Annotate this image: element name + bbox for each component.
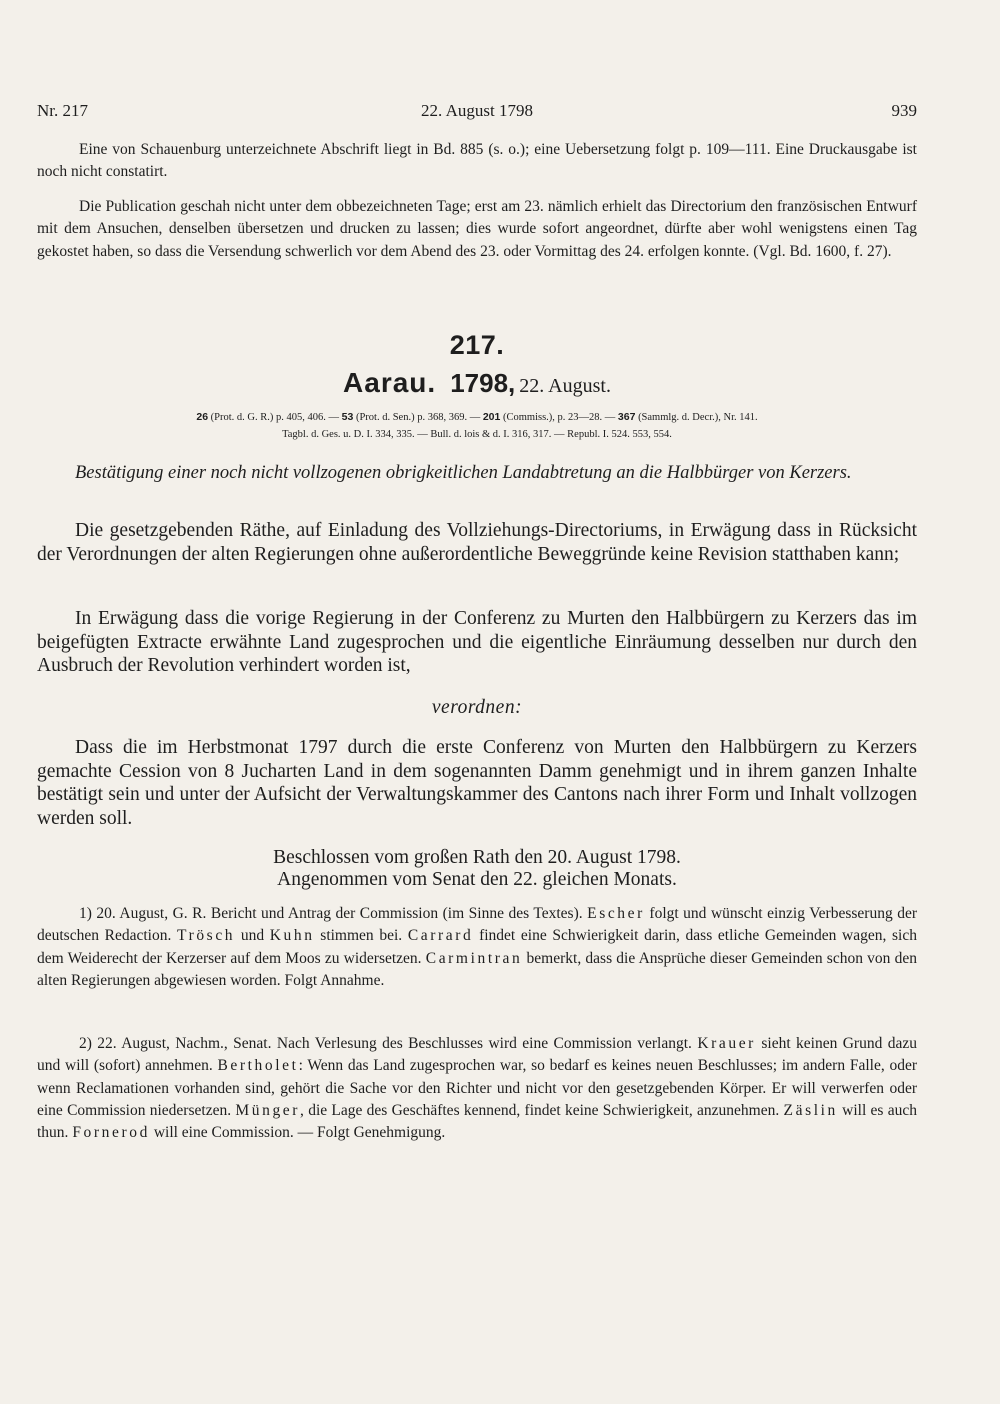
preamble-text-1: Die gesetzgebenden Räthe, auf Einladung des Vollziehungs-Directoriums, in Erwägung dass in Rücksicht der Verordnungen der alten Regierungen ohne außerordentliche Beweggründe keine Revision statthaben kann; bbox=[37, 520, 917, 565]
intro-paragraph-2: Die Publication geschah nicht unter dem obbezeichneten Tage; erst am 23. nämlich erhielt das Directorium den französischen Entwurf mit dem Ansuchen, denselben übersetzen und drucken zu lassen; dies wurde sofort angeordnet, dürfte aber wohl wenigstens einen Tag gekostet haben, so dass die Versendung schwerlich vor dem Abend des 23. oder Vormittag des 24. erfolgen konnte. (Vgl. Bd. 1600, f. 27). bbox=[37, 198, 917, 260]
document-subject: Bestätigung einer noch nicht vollzogenen obrigkeitlichen Landabtretung an die Halbbürger von Kerzers. bbox=[75, 463, 852, 483]
source-text: (Sammlg. d. Decr.), Nr. 141. bbox=[638, 412, 758, 423]
footnote-text: will eine Commission. — Folgt Genehmigung. bbox=[149, 1124, 446, 1142]
footnote-2 bbox=[37, 1033, 917, 1144]
speaker-name: Zäslin bbox=[783, 1101, 838, 1119]
footnote-text: , die Lage des Geschäftes kennend, findet keine Schwierigkeit, anzunehmen. bbox=[300, 1101, 784, 1119]
decree-text: Dass die im Herbstmonat 1797 durch die erste Conferenz von Murten den Halbbürgern zu Kerzers gemachte Cession von 8 Jucharten Land in dem sogenannten Damm genehmigt und in ihrem ganzen Inhalte bestätigt sein und unter der Aufsicht der Verwaltungskammer des Cantons nach ihrer Form und Inhalt vollzogen werden soll. bbox=[37, 737, 917, 829]
decree-paragraph bbox=[37, 736, 917, 830]
resolved-senate: Angenommen vom Senat den 22. gleichen Monats. bbox=[277, 869, 677, 890]
preamble-paragraph-1 bbox=[37, 519, 917, 566]
intro-note-2 bbox=[37, 196, 917, 263]
document-place: Aarau. bbox=[343, 367, 437, 398]
resolution-dates bbox=[37, 847, 917, 891]
footnote-text: : Wenn das Land zugesprochen war, so bedarf es keines neuen Beschlusses; im andern Falle, oder wenn Reclamationen vorhanden sind, gehört die Sache vor den Richter und nicht vor den gesetzgebenden Körper. Er will verwerfen oder eine Commission niedersetzen. bbox=[37, 1057, 917, 1119]
preamble-text-2: In Erwägung dass die vorige Regierung in der Conferenz zu Murten den Halbbürgern zu Kerzers das im beigefügten Extracte erwähnte Land zugesprochen und die eigentliche Einräumung desselben nur durch den Ausbruch der Revolution verhindert worden ist, bbox=[37, 608, 917, 677]
speaker-name: Carmintran bbox=[425, 949, 523, 967]
intro-paragraph-1: Eine von Schauenburg unterzeichnete Abschrift liegt in Bd. 885 (s. o.); eine Uebersetzung folgt p. 109—111. Eine Druckausgabe ist noch nicht constatirt. bbox=[37, 141, 917, 181]
speaker-name: Münger bbox=[235, 1101, 301, 1119]
sources-line-1 bbox=[37, 409, 917, 426]
footnote-text: bemerkt, dass die Ansprüche dieser Gemeinden schon von den alten Regierungen abgewiesen worden. Folgt Annahme. bbox=[37, 949, 917, 989]
source-references bbox=[37, 409, 917, 443]
speaker-name: Krauer bbox=[697, 1035, 756, 1052]
footnote-1-text bbox=[37, 903, 917, 992]
document-heading bbox=[37, 367, 917, 399]
source-ref: 201 bbox=[482, 411, 501, 423]
footnote-text: 1) 20. August, G. R. Bericht und Antrag der Commission (im Sinne des Textes). bbox=[79, 905, 588, 922]
document-year: 1798, bbox=[450, 368, 516, 398]
intro-note-1 bbox=[37, 139, 917, 184]
source-ref: 53 bbox=[341, 411, 354, 423]
source-text: (Prot. d. Sen.) p. 368, 369. — bbox=[355, 412, 483, 423]
source-text: (Commiss.), p. 23—28. — bbox=[502, 412, 618, 423]
document-date: 22. August. bbox=[519, 375, 611, 397]
footnote-2-text bbox=[37, 1033, 917, 1144]
running-head-date: 22. August 1798 bbox=[421, 101, 533, 120]
footnote-text: sieht keinen Grund dazu und will (sofort) annehmen. bbox=[37, 1035, 917, 1075]
speaker-name: Fornerod bbox=[72, 1124, 150, 1142]
footnote-text: 2) 22. August, Nachm., Senat. Nach Verlesung des Beschlusses wird eine Commission verlangt. bbox=[79, 1035, 698, 1052]
preamble-paragraph-2 bbox=[37, 607, 917, 678]
source-text: (Prot. d. G. R.) p. 405, 406. — bbox=[210, 412, 342, 423]
footnote-text: folgt und wünscht einzig Verbesserung der deutschen Redaction. bbox=[37, 905, 917, 945]
page-number: 939 bbox=[891, 101, 917, 120]
running-head-number: Nr. 217 bbox=[37, 101, 88, 120]
footnote-text: stimmen bei. bbox=[314, 927, 408, 945]
resolved-great-council: Beschlossen vom großen Rath den 20. August 1798. bbox=[273, 847, 681, 868]
source-ref: 26 bbox=[196, 411, 209, 423]
decree-verb: verordnen: bbox=[431, 697, 523, 718]
source-ref: 367 bbox=[617, 411, 636, 423]
footnote-1 bbox=[37, 903, 917, 992]
document-number: 217. bbox=[449, 330, 505, 360]
speaker-name: Bertholet bbox=[217, 1057, 299, 1075]
speaker-name: Escher bbox=[587, 905, 645, 922]
footnote-text: und bbox=[235, 927, 270, 945]
speaker-name: Trösch bbox=[177, 927, 236, 945]
footnote-text: will es auch thun. bbox=[37, 1101, 917, 1142]
speaker-name: Carrard bbox=[407, 927, 474, 945]
footnote-text: findet eine Schwierigkeit darin, dass etliche Gemeinden wagen, sich dem Weiderecht der Kerzerser auf dem Moos zu widersetzen. bbox=[37, 927, 917, 967]
sources-line-2: Tagbl. d. Ges. u. D. I. 334, 335. — Bull. d. lois & d. I. 316, 317. — Republ. I. 524. 553, 554. bbox=[282, 429, 672, 440]
speaker-name: Kuhn bbox=[269, 927, 315, 945]
